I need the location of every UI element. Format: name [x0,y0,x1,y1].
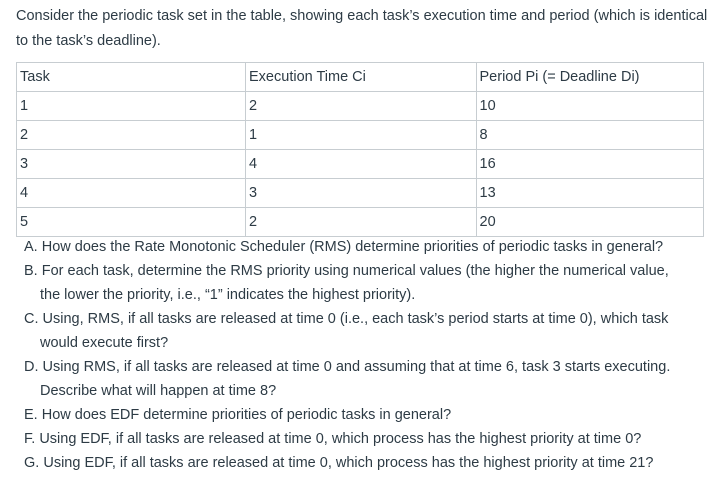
question-text-continued: the lower the priority, i.e., “1” indicates the highest priority). [40,287,416,303]
cell-execution-time: 2 [246,92,477,121]
question-text: For each task, determine the RMS priority using numerical values (the higher the numerical value, [41,263,669,279]
question-list [24,235,720,475]
question-text: Using EDF, if all tasks are released at time 0, which process has the highest priority at time 0? [39,431,642,447]
cell-period: 20 [476,208,703,237]
cell-period: 8 [476,121,703,150]
cell-task: 1 [17,92,246,121]
cell-period: 16 [476,150,703,179]
cell-execution-time: 1 [246,121,477,150]
table-row [17,92,704,121]
table-header-row [17,63,704,92]
question-e [24,403,720,427]
cell-task: 4 [17,179,246,208]
cell-task: 3 [17,150,246,179]
cell-execution-time: 4 [246,150,477,179]
cell-task: 2 [17,121,246,150]
question-letter: F. [24,431,36,447]
question-letter: G. [24,455,40,471]
cell-execution-time: 3 [246,179,477,208]
header-period: Period Pi (= Deadline Di) [476,63,703,92]
question-g [24,451,720,475]
table-row [17,179,704,208]
cell-task: 5 [17,208,246,237]
question-text-continued: would execute first? [40,335,169,351]
question-letter: B. [24,263,38,279]
question-text: Using EDF, if all tasks are released at time 0, which process has the highest priority at time 21? [43,455,654,471]
cell-execution-time: 2 [246,208,477,237]
question-letter: C. [24,311,39,327]
table-row [17,121,704,150]
cell-period: 10 [476,92,703,121]
header-execution-time: Execution Time Ci [246,63,477,92]
question-f [24,427,720,451]
table-row [17,150,704,179]
question-text: Using RMS, if all tasks are released at time 0 and assuming that at time 6, task 3 starts executing. [42,359,671,375]
question-text: How does the Rate Monotonic Scheduler (RMS) determine priorities of periodic tasks in general? [41,239,664,255]
task-table [16,62,704,237]
header-task: Task [17,63,246,92]
question-text-continued: Describe what will happen at time 8? [40,383,277,399]
question-b [24,259,720,307]
cell-period: 13 [476,179,703,208]
question-letter: A. [24,239,38,255]
table-row [17,208,704,237]
intro-paragraph: Consider the periodic task set in the table, showing each task’s execution time and period (which is identical to the task’s deadline). [16,8,708,49]
question-letter: D. [24,359,39,375]
question-letter: E. [24,407,38,423]
question-text: How does EDF determine priorities of periodic tasks in general? [41,407,452,423]
question-d [24,355,720,403]
question-a [24,235,720,259]
question-c [24,307,720,355]
question-text: Using, RMS, if all tasks are released at time 0 (i.e., each task’s period starts at time 0), which task [42,311,669,327]
